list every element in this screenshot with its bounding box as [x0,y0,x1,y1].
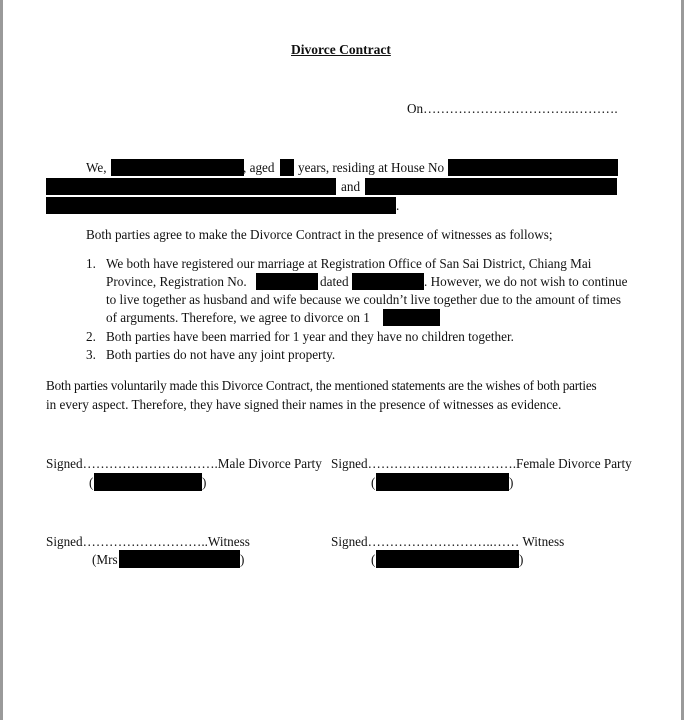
redacted-marriage-date [352,273,424,290]
female-close-paren: ) [509,475,514,490]
clause-1-line-2b: dated [320,274,349,289]
female-open-paren: ( [371,475,376,490]
witness-1-close-paren: ) [240,552,245,567]
we-prefix: We, [86,160,107,175]
redacted-registration-no [256,273,318,290]
clause-1-line-1: We both have registered our marriage at Registration Office of San Sai District, Chiang Mai [106,256,592,271]
male-open-paren: ( [89,475,94,490]
redacted-witness-2-name [376,550,519,568]
male-close-paren: ) [202,475,207,490]
signature-witness-1: Signed………………………..Witness [46,534,250,549]
redacted-name-2 [365,178,617,195]
intro-paragraph: Both parties agree to make the Divorce Contract in the presence of witnesses as follows; [86,227,553,242]
page-border-left [0,0,3,720]
witness-1-mrs-prefix: (Mrs [92,552,118,567]
redacted-divorce-date [383,309,440,326]
clause-2-text: Both parties have been married for 1 year and they have no children together. [106,329,514,344]
redacted-male-name [94,473,202,491]
signature-witness-2: Signed………………………..…… Witness [331,534,565,549]
redacted-address-1 [448,159,618,176]
years-text: years, residing at House No [298,160,445,175]
clause-1-line-4: of arguments. Therefore, we agree to divorce on 1 [106,310,370,325]
signature-male: Signed………………………….Male Divorce Party [46,456,322,471]
aged-prefix: , aged [243,160,275,175]
clause-3-text: Both parties do not have any joint property. [106,347,336,362]
witness-2-close-paren: ) [519,552,524,567]
and-text: and [341,179,361,194]
clause-1-number: 1. [86,256,96,271]
date-line: On……………………………..………. [407,101,618,116]
witness-2-open-paren: ( [371,552,376,567]
clause-1-line-2a: Province, Registration No. [106,274,247,289]
closing-line-2: in every aspect. Therefore, they have signed their names in the presence of witnesses as evidence. [46,397,562,412]
redacted-witness-1-name [119,550,240,568]
redacted-age [280,159,294,176]
clause-1-line-3: to live together as husband and wife because we couldn’t live together due to the amount of times [106,292,622,307]
signature-female: Signed…………………………….Female Divorce Party [331,456,632,471]
end-period: . [396,198,400,213]
clause-3-number: 3. [86,347,96,362]
clause-1-line-2c: . However, we do not wish to continue [424,274,628,289]
closing-line-1: Both parties voluntarily made this Divorce Contract, the mentioned statements are the wishes of both parties [46,378,597,393]
redacted-address-2 [46,178,336,195]
redacted-name-1 [111,159,244,176]
redacted-address-3 [46,197,396,214]
clause-2-number: 2. [86,329,96,344]
redacted-female-name [376,473,509,491]
document-title: Divorce Contract [291,42,391,57]
